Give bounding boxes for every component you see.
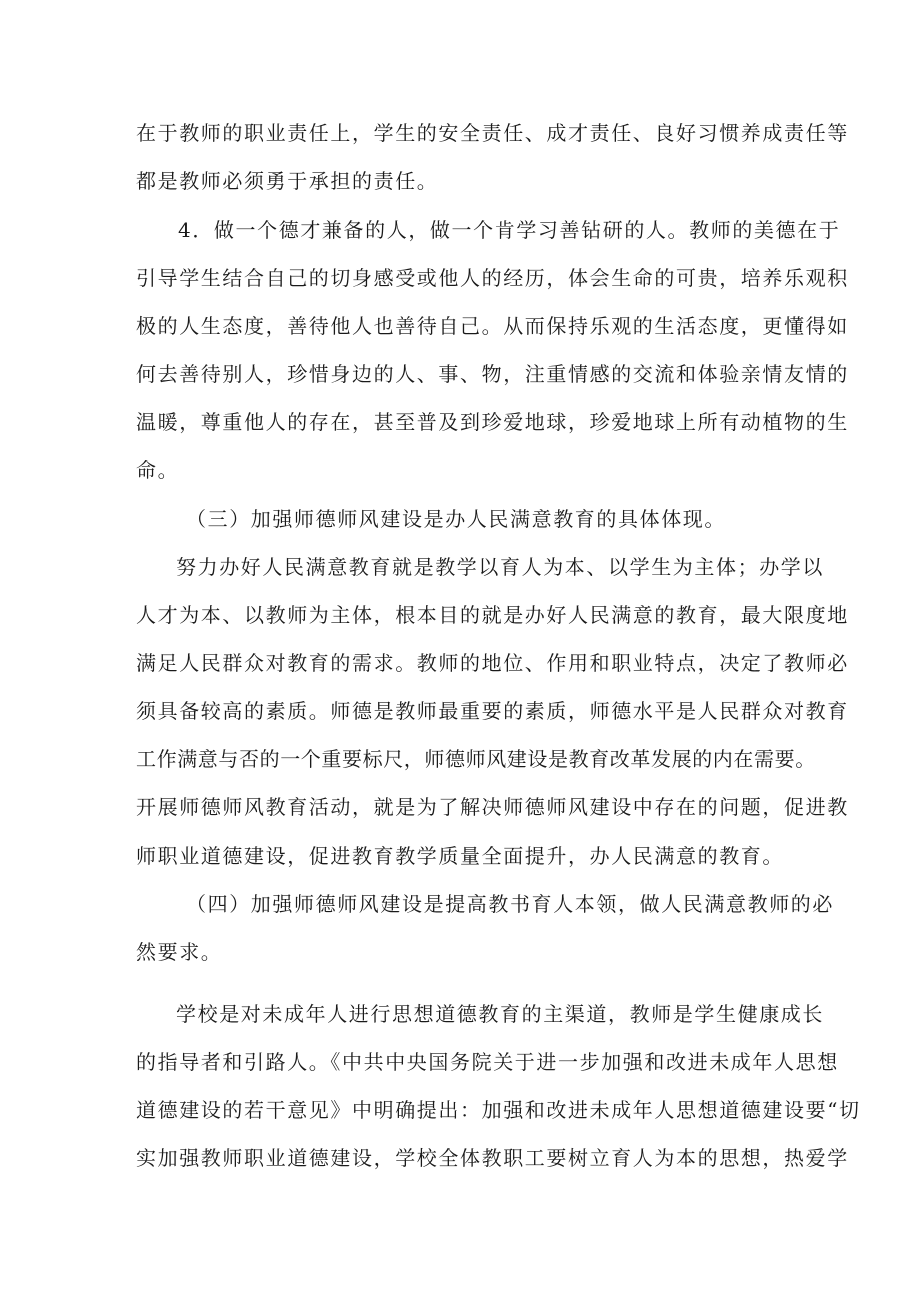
paragraph-line: 努力办好人民满意教育就是教学以育人为本、以学生为主体；办学以 (176, 555, 824, 579)
paragraph-line: 开展师德师风教育活动，就是为了解决师德师风建设中存在的问题，促进教 (136, 795, 849, 819)
paragraph-line: 在于教师的职业责任上，学生的安全责任、成才责任、良好习惯养成责任等 (136, 121, 849, 145)
paragraph-line: 极的人生态度，善待他人也善待自己。从而保持乐观的生活态度，更懂得如 (136, 314, 849, 338)
section-heading: （三）加强师德师风建设是办人民满意教育的具体体现。 (186, 507, 726, 531)
paragraph-line: 满足人民群众对教育的需求。教师的地位、作用和职业特点，决定了教师必 (136, 651, 849, 675)
paragraph-line: 师职业道德建设，促进教育教学质量全面提升，办人民满意的教育。 (136, 844, 784, 868)
paragraph-line: 命。 (136, 458, 180, 482)
paragraph-line: 的指导者和引路人。《中共中央国务院关于进一步加强和改进未成年人思想 (136, 1050, 839, 1074)
section-heading: （四）加强师德师风建设是提高教书育人本领，做人民满意教师的必 (186, 892, 834, 916)
list-item-line: 4．做一个德才兼备的人，做一个肯学习善钻研的人。教师的美德在于 (178, 218, 841, 242)
section-heading-continuation: 然要求。 (136, 940, 223, 964)
paragraph-line: 引导学生结合自己的切身感受或他人的经历，体会生命的可贵，培养乐观积 (136, 266, 849, 290)
paragraph-line: 工作满意与否的一个重要标尺，师德师风建设是教育改革发展的内在需要。 (136, 747, 816, 771)
paragraph-line: 道德建设的若干意见》中明确提出：加强和改进未成年人思想道德建设要“切 (136, 1098, 861, 1122)
paragraph-line: 都是教师必须勇于承担的责任。 (136, 169, 439, 193)
paragraph-line: 何去善待别人，珍惜身边的人、事、物，注重情感的交流和体验亲情友情的 (136, 362, 849, 386)
paragraph-line: 温暖，尊重他人的存在，甚至普及到珍爱地球，珍爱地球上所有动植物的生 (136, 410, 849, 434)
paragraph-line: 须具备较高的素质。师德是教师最重要的素质，师德水平是人民群众对教育 (136, 699, 849, 723)
paragraph-line: 学校是对未成年人进行思想道德教育的主渠道，教师是学生健康成长 (176, 1002, 824, 1026)
paragraph-line: 人才为本、以教师为主体，根本目的就是办好人民满意的教育，最大限度地 (136, 603, 849, 627)
paragraph-line: 实加强教师职业道德建设，学校全体教职工要树立育人为本的思想，热爱学 (136, 1146, 849, 1170)
